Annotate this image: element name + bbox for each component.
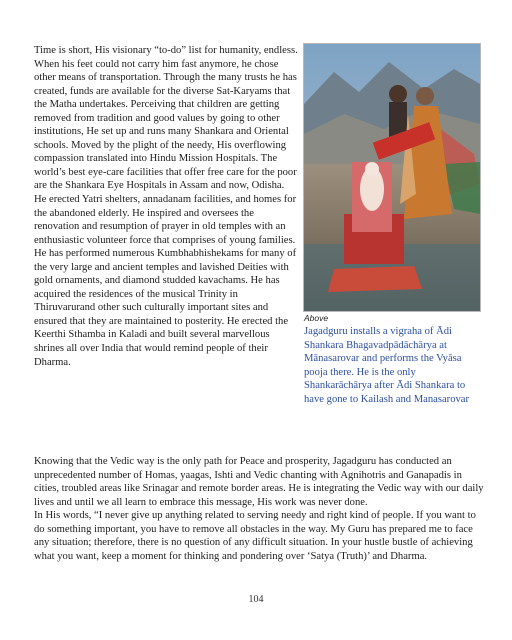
page-number: 104	[248, 594, 264, 605]
body-paragraph-3: In His words, “I never give up anything related to serving needy and right kind of people. If you want to do something important, you have to remove all obstacles in the way. My Guru has prepared me to face any situation; therefore, there is no question of any difficult situation. In your hustle bustle of achieving what you want, keep a moment for thinking and pondering over ‘Satya (Truth)’ and Dharma.	[34, 510, 476, 562]
body-lower-section	[34, 455, 484, 563]
caption-label: Above	[304, 313, 329, 323]
manasarovar-photo	[303, 43, 481, 312]
body-paragraph-1: Time is short, His visionary “to-do” list for humanity, endless. When his feet could not carry him fast anymore, he chose other means of transportation. Through the many trusts he has created, funds are available for the diverse Sat-Karyams that the Matha undertakes. Perceiving that children are getting removed from tradition and good values by going to other institutions, He set up and runs many Shankara and Oriental schools. Moved by the plight of the needy, His overflowing compassion translated into Hindu Mission Hospitals. The world’s best eye-care facilities that offer free care for the poor are the Shankara Eye Hospitals in Assam and now, Odisha. He erected Yatri shelters, annadanam facilities, and homes for the abandoned elderly. He inspired and oversees the renovation and resumption of prayer in old temples with an enthusiastic volunteer force that comprises of young families. He has performed numerous Kumbhabhishekams for many of the very large and ancient temples and lavished Deities with gold ornaments, and diamond studded kavachams. He has acquired the residences of the musical Trinity in Thiruvarurand other such culturally important sites and ensured that they are maintained to posterity. He erected the Keerthi Sthamba in Kaladi and built several marvellous shrines all over India that would remind people of their Dharma.	[34, 45, 298, 368]
photo-illustration	[304, 44, 480, 311]
photo-caption: Jagadguru installs a vigraha of Ādi Shankara Bhagavadpādāchārya at Mānasarovar and performs the Vyāsa pooja there. He is the only Shankarāchārya after Ādi Shankara to have gone to Kailash and Manasarovar	[304, 326, 470, 405]
body-column-left	[34, 44, 299, 369]
body-paragraph-2: Knowing that the Vedic way is the only path for Peace and prosperity, Jagadguru has conducted an unprecedented number of Homas, yaagas, Ishti and Vedic chanting with Agnihotris and Ganapadis in cities, troubled areas like Srinagar and remote border areas. He is integrating the Vedic way with our daily lives and until we all learn to embrace this message, His work was never done.	[34, 456, 484, 508]
